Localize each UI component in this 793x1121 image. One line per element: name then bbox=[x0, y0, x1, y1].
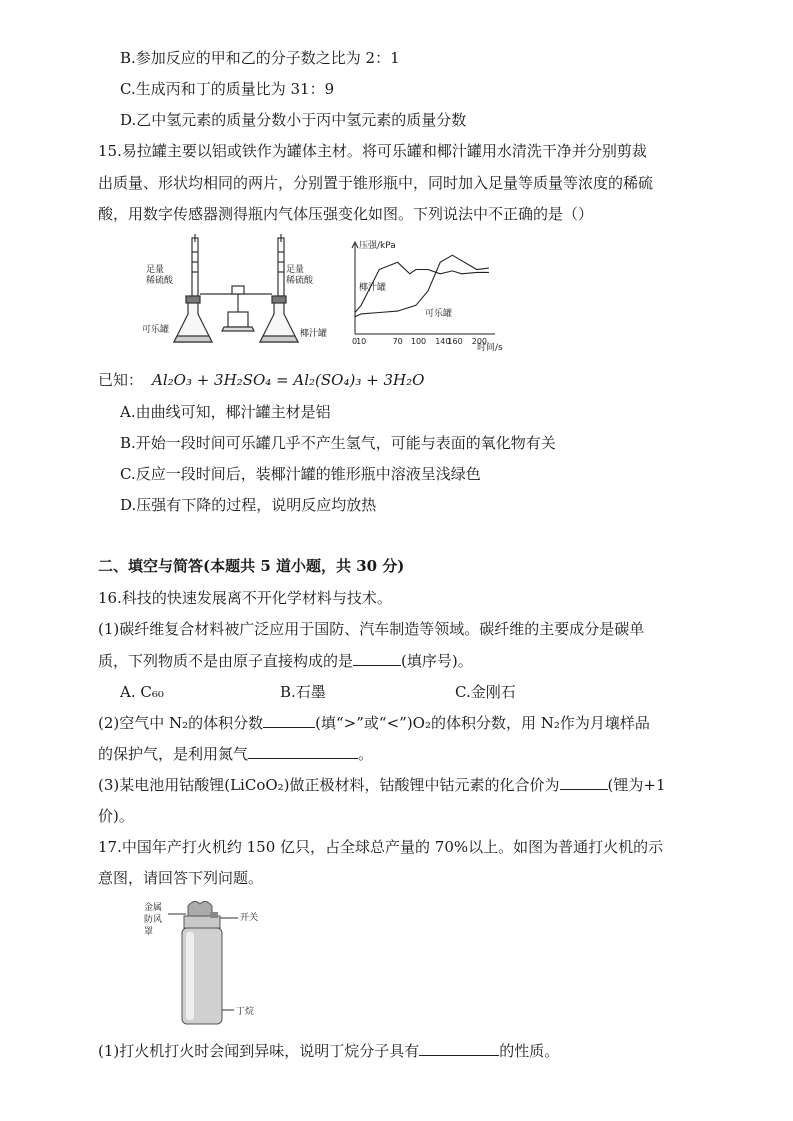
x-tick-label: 0 bbox=[352, 337, 358, 346]
q15-stem-line2: 出质量、形状均相同的两片，分别置于锥形瓶中，同时加入足量等质量等浓度的稀硫 bbox=[98, 174, 654, 192]
q16-part3-line2: 价)。 bbox=[98, 807, 134, 825]
q16-part3-answer-blank[interactable] bbox=[560, 775, 608, 790]
q15-option-b: B.开始一段时间可乐罐几乎不产生氢气，可能与表面的氧化物有关 bbox=[120, 434, 556, 452]
x-axis-label: 时间/s bbox=[477, 343, 503, 353]
x-tick-label: 10 bbox=[356, 337, 367, 346]
q17-part1-answer-blank[interactable] bbox=[419, 1041, 499, 1056]
acid-label-left-1: 足量 bbox=[146, 265, 165, 275]
q17-stem-line2: 意图，请回答下列问题。 bbox=[98, 869, 264, 887]
switch-label: 开关 bbox=[240, 913, 259, 923]
q16-part2-line2 bbox=[98, 744, 373, 764]
pressure-chart bbox=[345, 238, 515, 356]
cola-can-label: 可乐罐 bbox=[142, 325, 170, 335]
q16-part2-text-a: (2)空气中 N₂的体积分数 bbox=[98, 714, 264, 732]
given-label: 已知： bbox=[98, 371, 144, 389]
series-label-coconut: 椰汁罐 bbox=[359, 283, 387, 293]
x-tick-label: 140 bbox=[435, 337, 451, 346]
q15-stem-line3: 酸，用数字传感器测得瓶内气体压强变化如图。下列说法中不正确的是（） bbox=[98, 205, 594, 223]
q16-part1-answer-blank[interactable] bbox=[353, 651, 401, 666]
q15-option-c: C.反应一段时间后，装椰汁罐的锥形瓶中溶液呈浅绿色 bbox=[120, 465, 481, 483]
apparatus-figure bbox=[140, 232, 340, 352]
acid-label-left-2: 稀硫酸 bbox=[146, 276, 174, 286]
acid-label-right-1: 足量 bbox=[286, 265, 305, 275]
given-formula: Al₂O₃ + 3H₂SO₄ = Al₂(SO₄)₃ + 3H₂O bbox=[152, 371, 425, 389]
butane-label: 丁烷 bbox=[236, 1007, 255, 1017]
windshield-label-2: 防风 bbox=[144, 915, 163, 925]
q16-part3-line1 bbox=[98, 775, 666, 795]
q15-option-d: D.压强有下降的过程，说明反应均放热 bbox=[120, 496, 377, 514]
coconut-can-label: 椰汁罐 bbox=[300, 329, 328, 339]
q16-option-c: C.金刚石 bbox=[455, 683, 516, 701]
y-axis-label: 压强/kPa bbox=[359, 241, 396, 251]
switch-icon bbox=[210, 912, 218, 918]
q16-part2-text-c: 的保护气，是利用氮气 bbox=[98, 745, 249, 763]
q16-part1-text-b: (填序号)。 bbox=[401, 652, 473, 670]
q17-part1-line bbox=[98, 1041, 559, 1061]
windshield-label-1: 金属 bbox=[144, 903, 163, 913]
q16-part3-text-b: (锂为+1 bbox=[607, 776, 666, 794]
q16-option-b: B.石墨 bbox=[280, 683, 326, 701]
q16-part2-line1 bbox=[98, 713, 650, 733]
lighter-highlight bbox=[186, 932, 194, 1020]
q15-stem-line1: 15.易拉罐主要以铝或铁作为罐体主材。将可乐罐和椰汁罐用水清洗干净并分别剪裁 bbox=[98, 142, 647, 160]
windshield-icon bbox=[188, 901, 212, 916]
x-tick-label: 100 bbox=[410, 337, 427, 346]
q16-part2-answer-blank-2[interactable] bbox=[248, 744, 358, 759]
q16-stem: 16.科技的快速发展离不开化学材料与技术。 bbox=[98, 589, 392, 607]
q17-stem-line1: 17.中国年产打火机约 150 亿只，占全球总产量的 70%以上。如图为普通打火机的示 bbox=[98, 838, 664, 856]
q17-part1-text-b: 的性质。 bbox=[499, 1042, 560, 1060]
q15-option-a: A.由曲线可知，椰汁罐主材是铝 bbox=[120, 403, 331, 421]
q14-option-c: C.生成丙和丁的质量比为 31：9 bbox=[120, 80, 335, 98]
section-2-heading: 二、填空与简答(本题共 5 道小题，共 30 分) bbox=[98, 557, 405, 575]
q16-part2-text-d: 。 bbox=[358, 745, 374, 763]
q16-option-a: A. C₆₀ bbox=[120, 683, 164, 701]
q16-part2-answer-blank-1[interactable] bbox=[263, 713, 315, 728]
x-tick-label: 70 bbox=[392, 337, 403, 346]
q14-option-d: D.乙中氢元素的质量分数小于丙中氢元素的质量分数 bbox=[120, 111, 467, 129]
q16-part1-line2 bbox=[98, 651, 473, 671]
x-tick-label: 160 bbox=[447, 337, 463, 346]
q17-part1-text-a: (1)打火机打火时会闻到异味，说明丁烷分子具有 bbox=[98, 1042, 420, 1060]
acid-label-right-2: 稀硫酸 bbox=[286, 276, 314, 286]
series-label-cola: 可乐罐 bbox=[425, 309, 453, 319]
q16-part1-line1: (1)碳纤维复合材料被广泛应用于国防、汽车制造等领域。碳纤维的主要成分是碳单 bbox=[98, 620, 645, 638]
q16-part1-text-a: 质，下列物质不是由原子直接构成的是 bbox=[98, 652, 354, 670]
q16-part2-text-b: (填“>”或“<”)O₂的体积分数，用 N₂作为月壤样品 bbox=[315, 714, 650, 732]
q16-part3-text-a: (3)某电池用钴酸锂(LiCoO₂)做正极材料，钴酸锂中钴元素的化合价为 bbox=[98, 776, 560, 794]
q14-option-b: B.参加反应的甲和乙的分子数之比为 2：1 bbox=[120, 49, 400, 67]
windshield-label-3: 罩 bbox=[144, 927, 154, 937]
lighter-figure bbox=[140, 896, 270, 1030]
x-tick-label: 200 bbox=[471, 337, 488, 346]
